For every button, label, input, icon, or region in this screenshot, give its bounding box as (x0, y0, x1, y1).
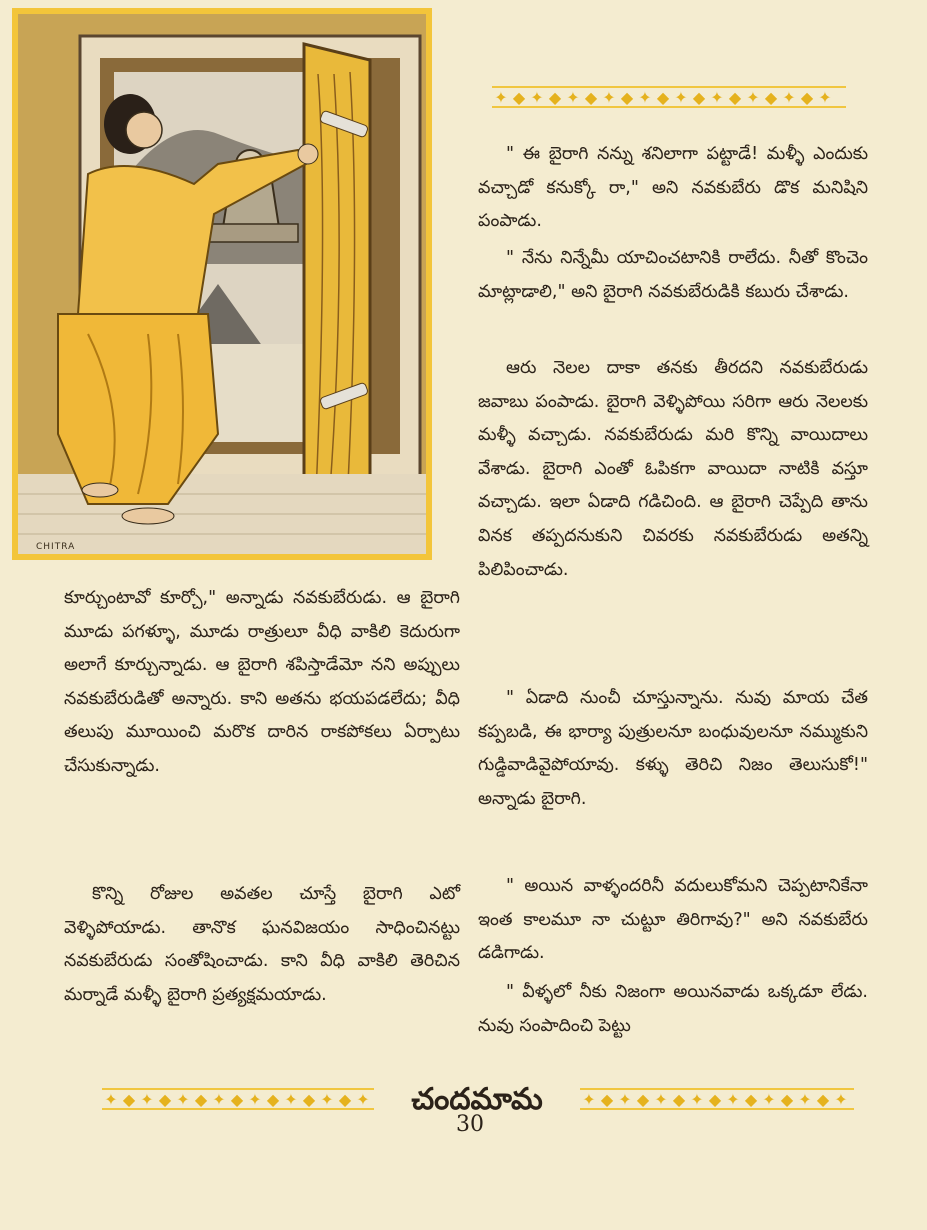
right-paragraph-5: " అయిన వాళ్ళందరినీ వదులుకోమని చెప్పటానికేనా ఇంత కాలమూ నా చుట్టూ తిరిగావు?" అని నవకుబేరు డడిగాడు. (478, 876, 868, 964)
magazine-masthead: చందమామ (411, 1082, 543, 1117)
story-illustration (12, 8, 432, 560)
artist-signature: CHITRA (36, 542, 76, 552)
left-paragraph-2: కొన్ని రోజుల అవతల చూస్తే బైరాగి ఎటో వెళ్ళిపోయాడు. తానొక ఘనవిజయం సాధించినట్టు నవకుబేరుడు సంతోషించాడు. కాని వీధి వాకిలి తెరిచిన మర్నాడే మళ్ళీ బైరాగి ప్రత్యక్షమయాడు. (64, 884, 460, 1005)
decorative-border-top: ✦ ◆ ✦ ◆ ✦ ◆ ✦ ◆ ✦ ◆ ✦ ◆ ✦ ◆ ✦ ◆ ✦ ◆ ✦ (492, 86, 846, 108)
right-paragraph-6: " వీళ్ళలో నీకు నిజంగా అయినవాడు ఒక్కడూ లేడు. నువు సంపాదించి పెట్టు (478, 982, 868, 1036)
page-number: 30 (456, 1112, 484, 1137)
left-paragraph-1: కూర్చుంటావో కూర్చో," అన్నాడు నవకుబేరుడు. ఆ బైరాగి మూడు పగళ్ళూ, మూడు రాత్రులూ వీధి వాకిలి కెదురుగా అలాగే కూర్చున్నాడు. ఆ బైరాగి శపిస్తాడేమో నని అప్పులు నవకుబేరుడితో అన్నారు. కాని అతను భయపడలేదు; వీధి తలుపు మూయించి మరొక దారిన రాకపోకలు ఏర్పాటు చేసుకున్నాడు. (64, 588, 460, 776)
illustration-drawing (18, 14, 426, 554)
right-paragraph-1: " ఈ బైరాగి నన్ను శనిలాగా పట్టాడే! మళ్ళీ ఎందుకు వచ్చాడో కనుక్కో రా," అని నవకుబేరు డొక మనిషిని పంపాడు. (478, 144, 868, 232)
decorative-border-bottom-right: ✦ ◆ ✦ ◆ ✦ ◆ ✦ ◆ ✦ ◆ ✦ ◆ ✦ ◆ ✦ (580, 1088, 854, 1110)
right-paragraph-4: " ఏడాది నుంచీ చూస్తున్నాను. నువు మాయ చేత కప్పబడి, ఈ భార్యా పుత్రులనూ బంధువులనూ నమ్ముకుని గుడ్డివాడివైపోయావు. కళ్ళు తెరిచి నిజం తెలుసుకో!" అన్నాడు బైరాగి. (478, 688, 868, 809)
right-paragraph-2: " నేను నిన్నేమీ యాచించటానికి రాలేదు. నీతో కొంచెం మాట్లాడాలి," అని బైరాగి నవకుబేరుడికి కబురు చేశాడు. (478, 248, 868, 302)
right-paragraph-3: ఆరు నెలల దాకా తనకు తీరదని నవకుబేరుడు జవాబు పంపాడు. బైరాగి వెళ్ళిపోయి సరిగా ఆరు నెలలకు మళ్ళీ వచ్చాడు. నవకుబేరుడు మరి కొన్ని వాయిదాలు వేశాడు. బైరాగి ఎంతో ఓపికగా వాయిదా నాటికి వస్తూ వచ్చాడు. ఇలా ఏడాది గడిచింది. ఆ బైరాగి చెప్పేది తాను వినక తప్పదనుకుని చివరకు నవకుబేరుడు అతన్ని పిలిపించాడు. (478, 358, 868, 580)
decorative-border-bottom-left: ✦ ◆ ✦ ◆ ✦ ◆ ✦ ◆ ✦ ◆ ✦ ◆ ✦ ◆ ✦ (102, 1088, 374, 1110)
